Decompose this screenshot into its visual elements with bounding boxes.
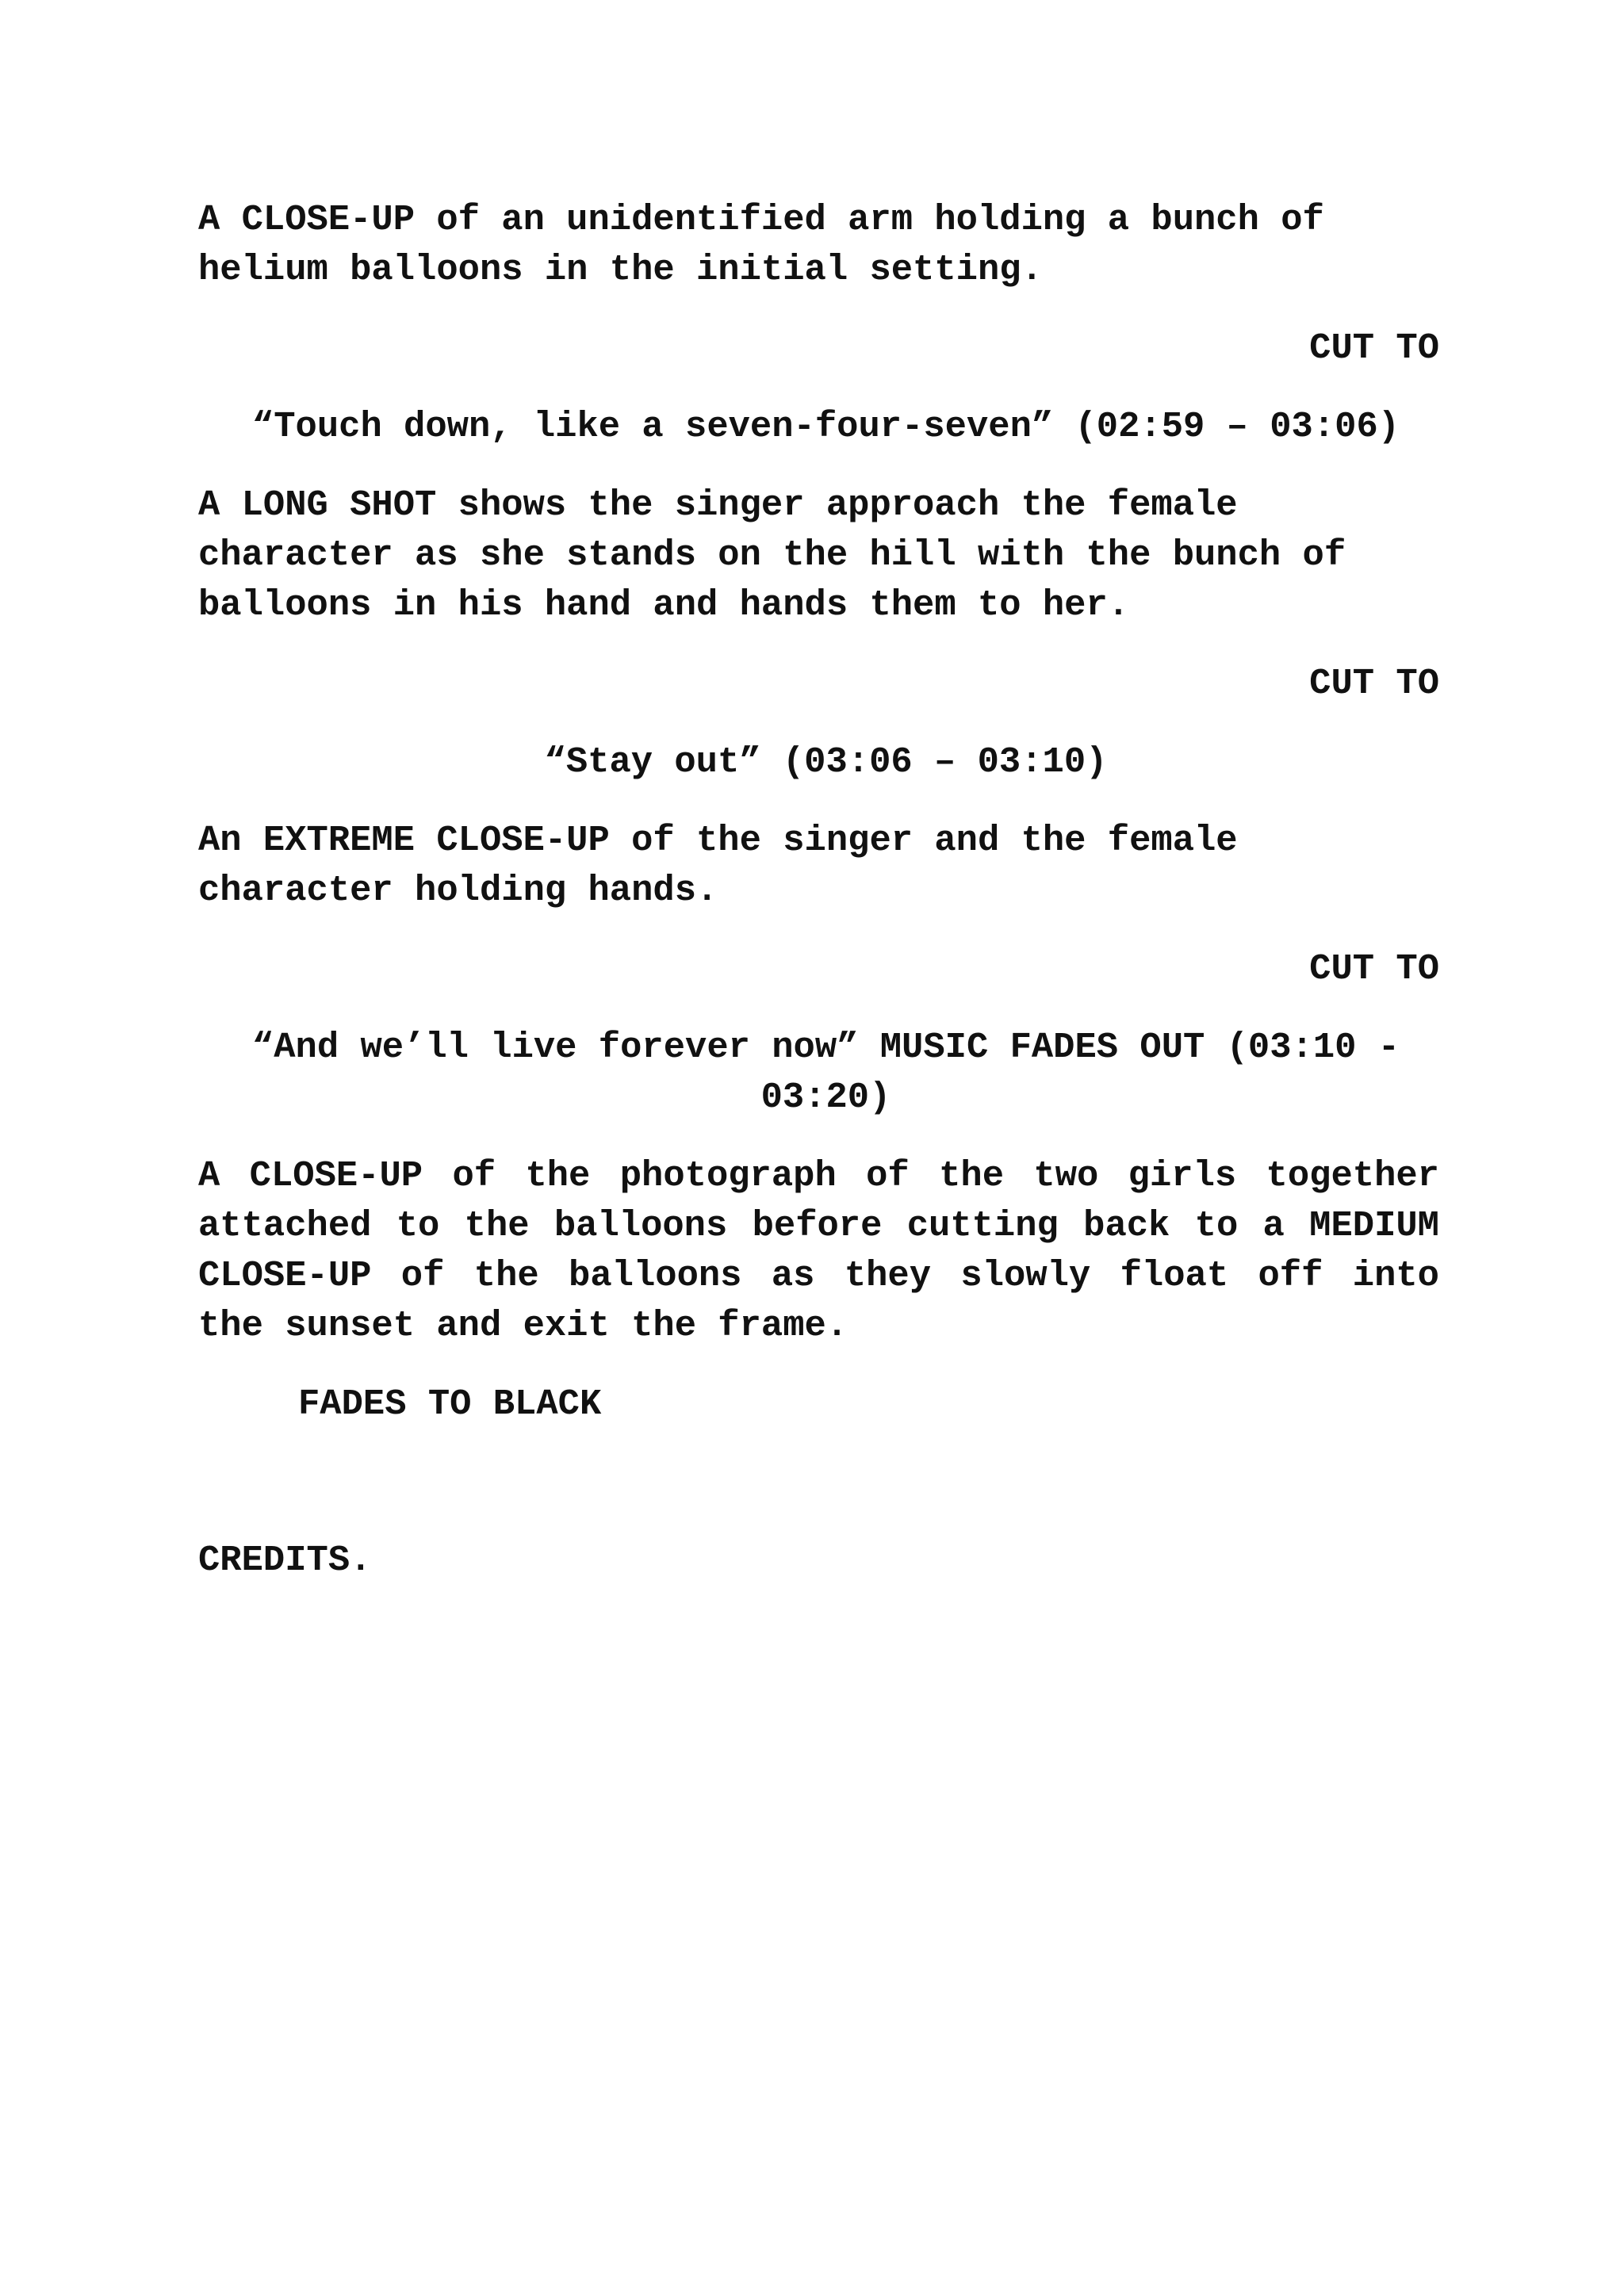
lyric-live-forever: “And we’ll live forever now” MUSIC FADES OUT (03:10 - 03:20) — [251, 1027, 1400, 1118]
screenplay-body — [198, 195, 1439, 1586]
action-long-shot: A LONG SHOT shows the singer approach the female character as she stands on the hill with the bunch of balloons in his hand and hands them to her. — [198, 484, 1346, 626]
action-photograph-close-up: A CLOSE-UP of the photograph of the two girls together attached to the balloons before cutting back to a MEDIUM CLOSE-UP of the balloons as they slowly float off into the sunset and exit the frame. — [198, 1155, 1439, 1346]
fade-to-black: FADES TO BLACK — [298, 1383, 602, 1425]
credits-label: CREDITS. — [198, 1540, 372, 1581]
transition-cut-to: CUT TO — [1309, 327, 1439, 369]
lyric-stay-out: “Stay out” (03:06 – 03:10) — [544, 741, 1108, 783]
transition-cut-to: CUT TO — [1309, 663, 1439, 704]
action-close-up-arm: A CLOSE-UP of an unidentified arm holding a bunch of helium balloons in the initial setting. — [198, 199, 1324, 290]
transition-cut-to: CUT TO — [1309, 948, 1439, 989]
lyric-touch-down: “Touch down, like a seven-four-seven” (02:59 – 03:06) — [251, 406, 1400, 447]
action-extreme-close-up: An EXTREME CLOSE-UP of the singer and the female character holding hands. — [198, 820, 1238, 911]
